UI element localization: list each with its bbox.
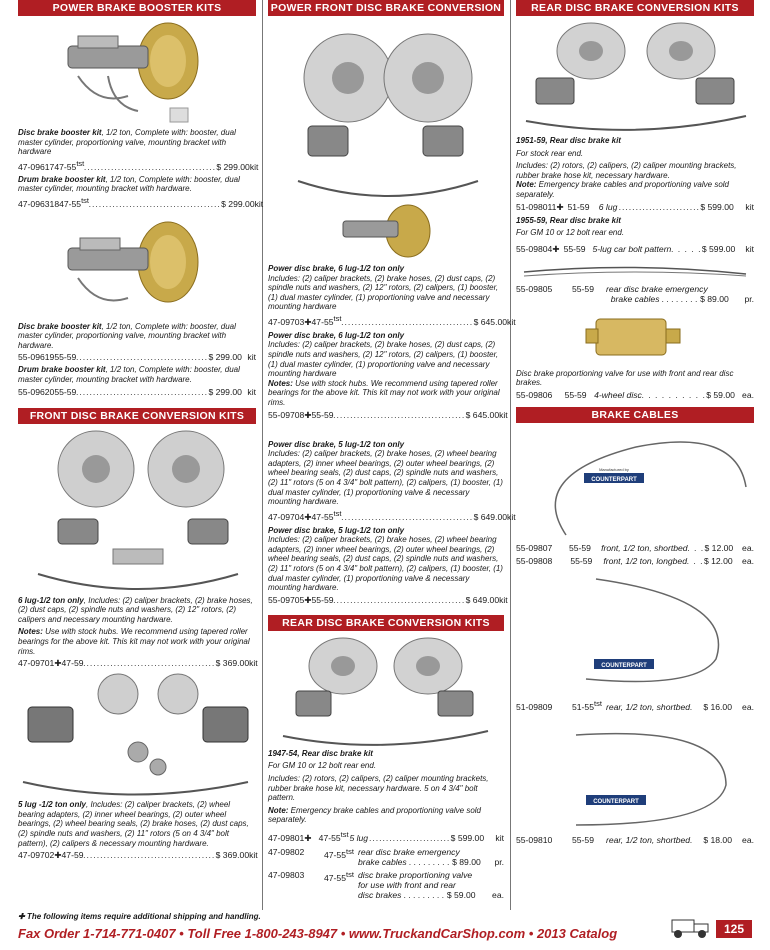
price-line: 55-09810 55-59 rear, 1/2 ton, shortbed . $ 18.00 ea. xyxy=(516,834,754,845)
price-line: 55-09620 55-59 ....................................... $ 299.00 kit xyxy=(18,386,256,397)
price-line: 47-09703✚ $47-55^{tst}$ ....................................... $ 645.00 kit xyxy=(268,313,516,327)
price-line: 47-096318 $47-55^{tst}$ ....................................... $ 299.00 kit xyxy=(18,195,264,209)
price-line: 51-098011✚ 51-59 6 lug ........................ $ 599.00 kit xyxy=(516,201,754,212)
column-1 xyxy=(18,0,264,910)
rear-disc-kit-image xyxy=(268,631,504,749)
emergency-cable-image xyxy=(516,258,754,282)
kit-description: 5 lug -1/2 ton only, Includes: (2) caliper brackets, (2) wheel bearing adapters, (2) inner wheel bearings, (2) outer wheel bearings, (2) wheel bearing seals, (2) brake hoses, (2) dust caps, (2) spindle nuts and washers, (2) 11" rotors (5 on 4 3/4" bolt pattern), (2) calipers & necessary mounting hardware. xyxy=(18,800,249,848)
kit-title: 1947-54, Rear disc brake kit xyxy=(268,748,373,758)
front-disc-kit-image xyxy=(18,424,256,596)
kit-description: Power disc brake, 5 lug-1/2 ton only Includes: (2) caliper brackets, (2) brake hoses, (2) wheel bearing adapters, (2) inner wheel bearings, (2) outer wheel bearings, (2) wheel bearing seals, (2) dust caps, (2) spindle nuts and washers, (2) 11" rotors (5 on 4 3/4" bolt pattern), (2) calipers, (1) booster, (1) dual master cylinder, (1) proportioning valve & necessary mounting hardware. xyxy=(268,439,503,507)
kit-notes: Note: Emergency brake cables and proportioning valve sold separately. xyxy=(268,805,482,825)
kit-notes: Notes: Use with stock hubs. We recommend using tapered roller bearings for the above kit. This kit may not work with your original rims. xyxy=(268,378,500,407)
kit-includes: Includes: (2) rotors, (2) calipers, (2) caliper mounting brackets, rubber brake hose kit, necessary hardware. 5 on 4 3/4" bolt pattern. xyxy=(268,773,489,803)
kit-description: Power disc brake, 6 lug-1/2 ton only Includes: (2) caliper brackets, (2) brake hoses, (2) dust caps, (2) spindle nuts and washers, (2) 12" rotors, (2) calipers, (1) booster, (1) dual master cylinder, (1) proportioning valve and necessary mounting hardware xyxy=(268,264,499,312)
kit-description: Drum brake booster kit, 1/2 ton, Complete with: booster, dual master cylinder, mounting bracket with hardware. xyxy=(18,174,240,194)
kit-description: Disc brake booster kit, 1/2 ton, Complete with: booster, dual master cylinder, proportioning valve, mounting bracket with hardware xyxy=(18,128,236,157)
page-number: 125 xyxy=(716,920,752,938)
kit-title: 1955-59, Rear disc brake kit xyxy=(516,215,621,225)
price-line: 55-09708✚ 55-59 ....................................... $ 645.00 kit xyxy=(268,409,508,420)
price-line: 51-09809 $51-55^{tst}$ rear, 1/2 ton, shortbed . $ 16.00 ea. xyxy=(516,698,754,712)
kit-description: Drum brake booster kit, 1/2 ton, Complete with: booster, dual master cylinder, mounting bracket with hardware. xyxy=(18,365,240,385)
price-line: 55-09805 55-59 rear disc brake emergency brake cables . . . . . . . . $ 89.00 pr. xyxy=(516,283,754,304)
price-line: 47-09704✚ $47-55^{tst}$ ....................................... $ 649.00 kit xyxy=(268,508,516,522)
price-line: 47-09617 $47-55^{tst}$ ....................................... $ 299.00 kit xyxy=(18,158,259,172)
kit-fitment: For stock rear end. xyxy=(516,148,584,158)
kit-description: 6 lug-1/2 ton only, Includes: (2) caliper brackets, (2) brake hoses, (2) dust caps, (2) spindle nuts and washers, (2) 12" rotors, (2) calipers and necessary mounting hardware. xyxy=(18,595,253,624)
rear-disc-kit-image xyxy=(516,16,754,136)
counterpart-label: COUNTERPART xyxy=(591,476,637,483)
section-header-rear-disc: REAR DISC BRAKE CONVERSION KITS xyxy=(516,0,754,16)
booster-image xyxy=(18,16,256,128)
front-disc-kit-image xyxy=(18,672,256,800)
price-line: 47-09701✚ 47-59 ....................................... $ 369.00 kit xyxy=(18,658,258,669)
counterpart-label: COUNTERPART xyxy=(601,662,647,669)
price-line: 47-09702✚ 47-59 ....................................... $ 369.00 kit xyxy=(18,850,258,861)
column-2 xyxy=(268,0,516,910)
kit-includes: Includes: (2) rotors, (2) calipers, (2) caliper mounting brackets, rubber brake hose kit, necessary hardware. xyxy=(516,161,737,180)
shipping-note: ✚ The following items require additional shipping and handling. xyxy=(18,912,261,921)
contact-footer: Fax Order 1-714-771-0407 • Toll Free 1-800-243-8947 • www.TruckandCarShop.com • 2013 Catalog xyxy=(18,926,618,941)
rear-cable-image xyxy=(516,715,754,833)
price-line: 55-09808 55-59 front, 1/2 ton, longbed . . . $ 12.00 ea. xyxy=(516,555,754,566)
column-3 xyxy=(516,0,754,910)
section-header-booster: POWER BRAKE BOOSTER KITS xyxy=(18,0,256,16)
rear-cable-image xyxy=(516,569,754,697)
kit-fitment: For GM 10 or 12 bolt rear end. xyxy=(516,228,625,238)
price-line: 47-09801✚ $47-55^{tst}$ 5 lug ........................ $ 599.00 kit xyxy=(268,829,505,843)
section-header-brake-cables: BRAKE CABLES xyxy=(516,407,754,423)
section-header-power-front-disc: POWER FRONT DISC BRAKE CONVERSION KITS xyxy=(268,0,504,16)
section-header-rear-disc: REAR DISC BRAKE CONVERSION KITS xyxy=(268,615,504,631)
kit-title: 1951-59, Rear disc brake kit xyxy=(516,136,621,145)
booster-image xyxy=(18,212,256,322)
truck-icon xyxy=(668,912,712,945)
front-cable-image xyxy=(516,423,754,541)
price-line: 47-09802 $47-55^{tst}$ rear disc brake emergency brake cables . . . . . . . . . $ 89.00 pr. xyxy=(268,846,504,867)
column-divider xyxy=(262,0,263,910)
price-line: 55-09619 55-59 ....................................... $ 299.00 kit xyxy=(18,352,256,363)
price-line: 55-09806 55-59 4-wheel disc . . . . . . . . . . $ 59.00 ea. xyxy=(516,389,754,400)
column-divider xyxy=(510,0,511,910)
kit-description: Disc brake booster kit, 1/2 ton, Complete with: booster, dual master cylinder, proportioning valve, mounting bracket with hardware. xyxy=(18,321,236,350)
price-line: 55-09807 55-59 front, 1/2 ton, shortbed . . . $ 12.00 ea. xyxy=(516,542,754,553)
price-line: 55-09804✚ 55-59 5-lug car bolt pattern . . . . . $ 599.00 kit xyxy=(516,243,754,254)
price-line: 47-09803 $47-55^{tst}$ disc brake proportioning valve for use with front and rear disc brakes . . . . . . . . . $ 59.00 ea. xyxy=(268,869,504,900)
kit-notes: Notes: Use with stock hubs. We recommend using tapered roller bearings for the above kit. This kit may not work with your original rims. xyxy=(18,627,250,656)
kit-description: Power disc brake, 5 lug-1/2 ton only Includes: (2) caliper brackets, (2) brake hoses, (2) wheel bearing adapters, (2) inner wheel bearings, (2) outer wheel bearings, (2) wheel bearing seals, (2) dust caps, (2) spindle nuts and washers, (2) 11" rotors (5 on 4 3/4" bolt pattern), (2) calipers, (1) booster, (1) dual master cylinder, (1) proportioning valve & necessary mounting hardware. xyxy=(268,525,503,593)
kit-notes: Note: Emergency brake cables and proportioning valve sold separately. xyxy=(516,180,730,199)
counterpart-label: COUNTERPART xyxy=(593,798,639,805)
kit-description: Power disc brake, 6 lug-1/2 ton only Includes: (2) caliper brackets, (2) brake hoses, (2) dust caps, (2) spindle nuts and washers, (2) 12" rotors, (2) calipers, (1) booster, (1) dual master cylinder, (1) proportioning valve and necessary mounting hardware xyxy=(268,330,499,379)
price-line: 55-09705✚ 55-59 ....................................... $ 649.00 kit xyxy=(268,594,508,605)
section-header-front-disc: FRONT DISC BRAKE CONVERSION KITS xyxy=(18,408,256,424)
manufactured-by-label: Manufactured by xyxy=(599,466,629,472)
proportioning-valve-image xyxy=(516,307,754,369)
power-disc-kit-image xyxy=(268,16,504,264)
kit-title: Disc brake proportioning valve for use with front and rear disc brakes. xyxy=(516,368,734,388)
kit-fitment: For GM 10 or 12 bolt rear end. xyxy=(268,761,377,771)
